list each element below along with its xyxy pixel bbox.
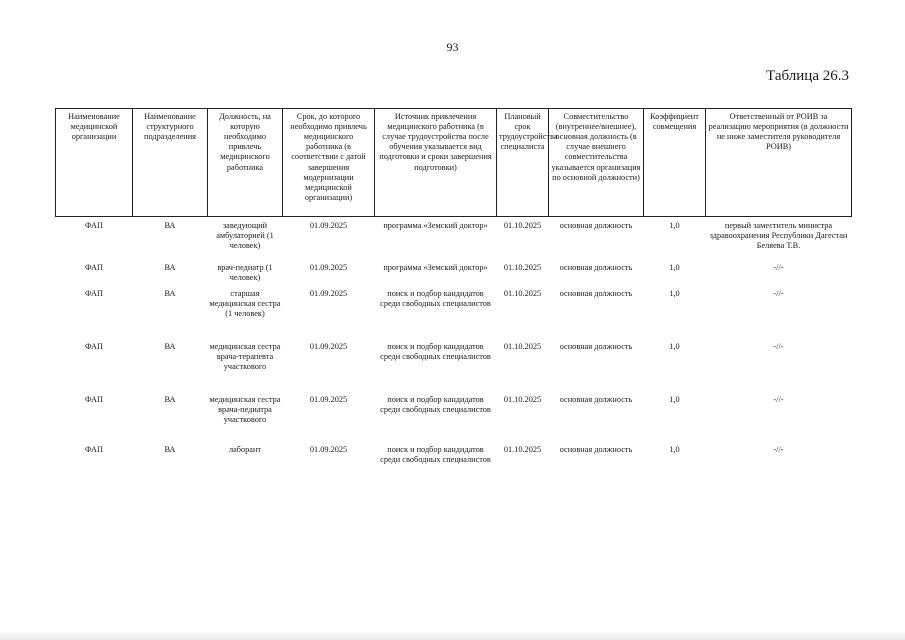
table-row <box>56 391 852 441</box>
cell-organization: ФАП <box>84 395 103 405</box>
cell-responsible: -//- <box>773 445 784 455</box>
cell-coefficient: 1,0 <box>669 263 680 272</box>
table-row <box>56 259 852 285</box>
cell-source: поиск и подбор кандидатов среди свободных специалистов <box>380 289 491 309</box>
cell-planned-date: 01.10.2025 <box>503 445 542 455</box>
header-planned-date: Плановый срок трудоустройства специалиста <box>497 109 549 217</box>
cell-deadline: 01.09.2025 <box>309 263 348 272</box>
cell-subdivision: ВА <box>164 342 176 352</box>
cell-source: программа «Земский доктор» <box>383 263 488 272</box>
cell-subdivision: ВА <box>164 395 176 405</box>
header-subdivision: Наименование структурного подразделения <box>133 109 208 217</box>
cell-coefficient: 1,0 <box>669 342 680 352</box>
cell-organization: ФАП <box>84 445 103 455</box>
header-position: Должность, на которую необходимо привлечь медицинского работника <box>208 109 283 217</box>
cell-source: поиск и подбор кандидатов среди свободных специалистов <box>380 342 491 362</box>
cell-combination: основная должность <box>559 289 633 299</box>
cell-combination: основная должность <box>559 445 633 455</box>
header-coefficient: Коэффициент совмещения <box>644 109 706 217</box>
header-responsible: Ответственный от РОИВ за реализацию мероприятия (в должности не ниже заместителя руководителя РОИВ) <box>706 109 852 217</box>
scan-shadow <box>0 630 905 640</box>
cell-subdivision: ВА <box>164 263 176 272</box>
staffing-table <box>55 108 852 483</box>
cell-combination: основная должность <box>559 342 633 352</box>
cell-combination: основная должность <box>559 263 633 272</box>
cell-position: лаборант <box>228 445 262 455</box>
cell-responsible: -//- <box>773 263 784 272</box>
cell-deadline: 01.09.2025 <box>309 445 348 455</box>
cell-position: заведующий амбулаторией (1 человек) <box>216 221 274 251</box>
cell-source: программа «Земский доктор» <box>383 221 488 230</box>
header-deadline: Срок, до которого необходимо привлечь медицинского работника (в соответствии с датой завершения модернизации медицинской организации) <box>283 109 375 217</box>
cell-organization: ФАП <box>84 221 103 230</box>
page-number: 93 <box>446 40 459 54</box>
cell-planned-date: 01.10.2025 <box>503 221 542 230</box>
header-combination: Совместительство (внутреннее/внешнее), основная должность (в случае внешнего совместительства указывается организация по основной должности) <box>549 109 644 217</box>
cell-deadline: 01.09.2025 <box>309 289 348 299</box>
cell-coefficient: 1,0 <box>669 221 680 230</box>
header-source: Источник привлечения медицинского работника (в случае трудоустройства после обучения указывается вид подготовки и сроки завершения подготовки) <box>375 109 497 217</box>
cell-position: медицинская сестра врача-терапевта участкового <box>209 342 281 372</box>
cell-planned-date: 01.10.2025 <box>503 342 542 352</box>
cell-source: поиск и подбор кандидатов среди свободных специалистов <box>380 445 491 465</box>
cell-organization: ФАП <box>84 263 103 272</box>
cell-position: старшая медицинская сестра (1 человек) <box>209 289 281 319</box>
cell-coefficient: 1,0 <box>669 395 680 405</box>
table-row <box>56 217 852 260</box>
cell-deadline: 01.09.2025 <box>309 342 348 352</box>
table-title: Таблица 26.3 <box>766 68 849 84</box>
cell-planned-date: 01.10.2025 <box>503 395 542 405</box>
table-row <box>56 338 852 391</box>
cell-source: поиск и подбор кандидатов среди свободных специалистов <box>380 395 491 415</box>
cell-responsible: -//- <box>773 395 784 405</box>
cell-subdivision: ВА <box>164 445 176 455</box>
cell-deadline: 01.09.2025 <box>309 395 348 405</box>
cell-planned-date: 01.10.2025 <box>503 289 542 299</box>
cell-organization: ФАП <box>84 342 103 352</box>
cell-responsible: -//- <box>773 342 784 352</box>
cell-combination: основная должность <box>559 395 633 405</box>
cell-planned-date: 01.10.2025 <box>503 263 542 272</box>
cell-coefficient: 1,0 <box>669 445 680 455</box>
cell-combination: основная должность <box>559 221 633 230</box>
cell-responsible: -//- <box>773 289 784 299</box>
cell-position: врач-педиатр (1 человек) <box>217 263 273 283</box>
cell-coefficient: 1,0 <box>669 289 680 299</box>
cell-subdivision: ВА <box>164 289 176 299</box>
cell-deadline: 01.09.2025 <box>309 221 348 230</box>
cell-organization: ФАП <box>84 289 103 299</box>
header-organization: Наименование медицинской организации <box>56 109 133 217</box>
cell-position: медицинская сестра врача-педиатра участкового <box>209 395 281 425</box>
cell-subdivision: ВА <box>164 221 176 230</box>
cell-responsible: первый заместитель министра здравоохранения Республики Дагестан Беляева Т.В. <box>709 221 848 251</box>
table-row <box>56 285 852 338</box>
table-row <box>56 441 852 483</box>
table-header-row <box>56 109 852 217</box>
